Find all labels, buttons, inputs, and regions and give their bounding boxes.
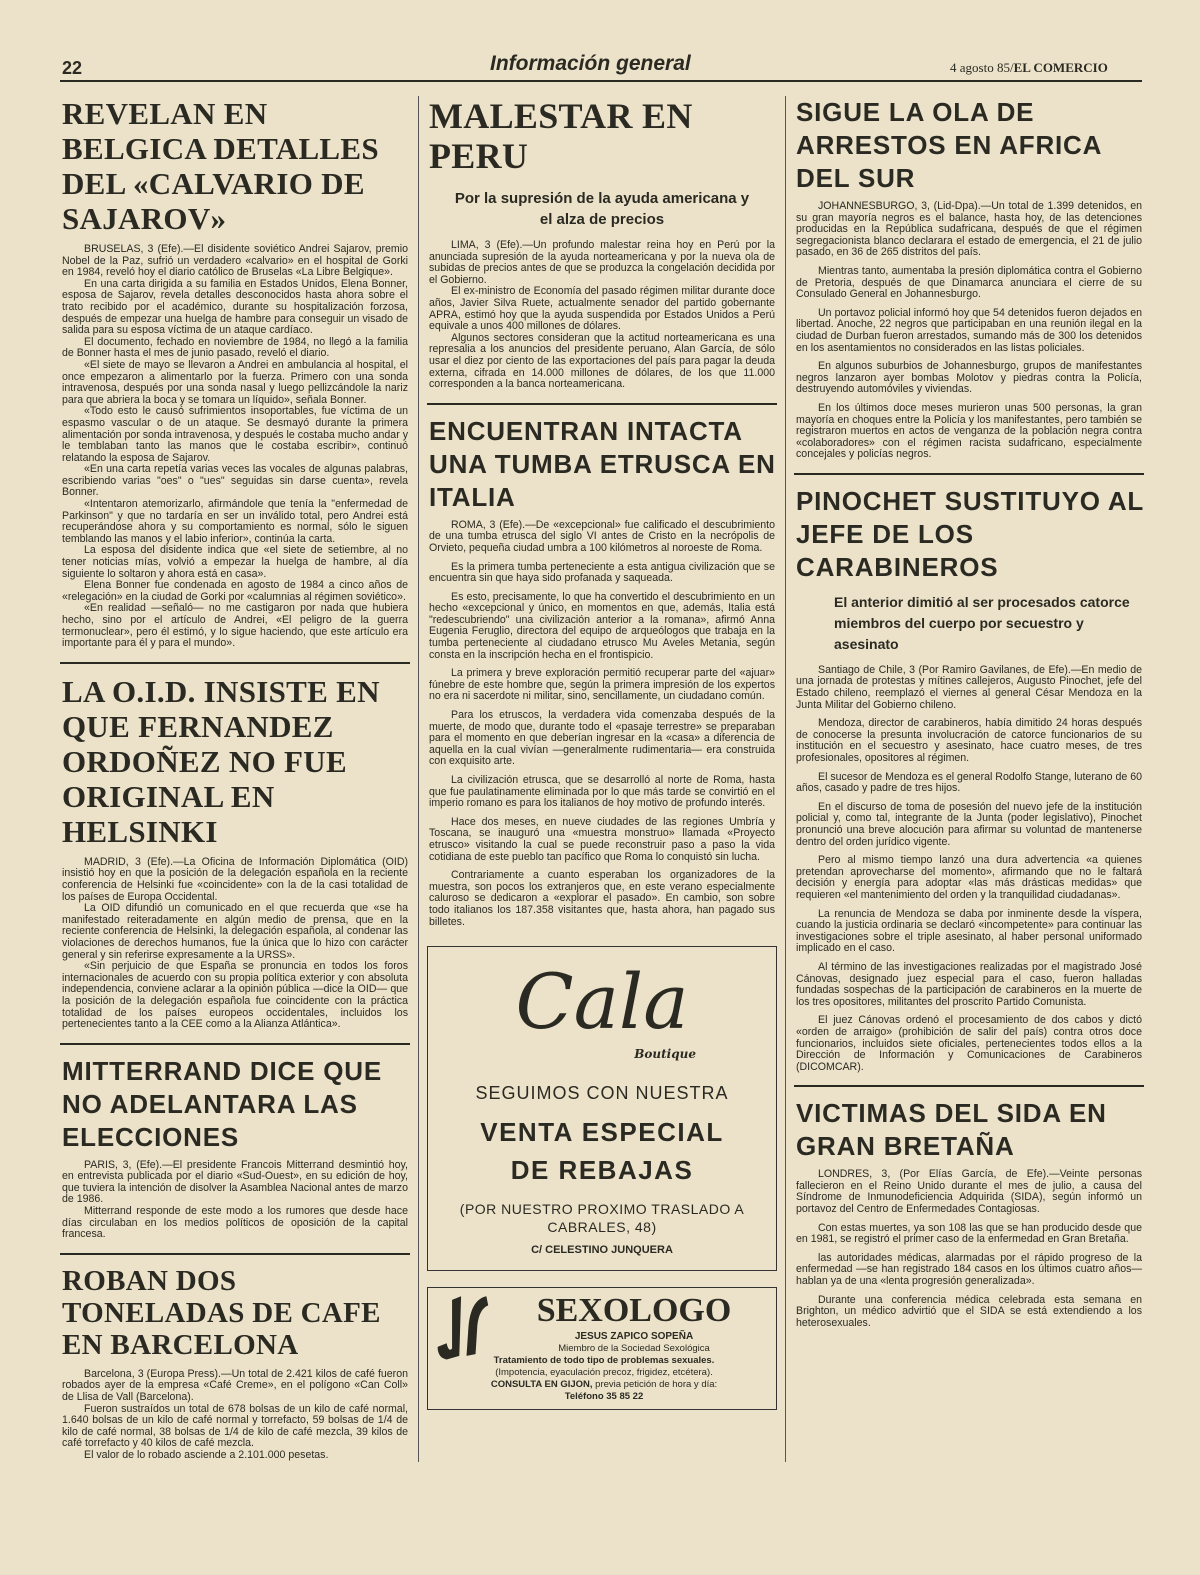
headline-mitterrand: MITTERRAND DICE QUE NO ADELANTARA LAS ELECCIONES: [62, 1055, 382, 1152]
paragraph: Al término de las investigaciones realizadas por el magistrado José Cánovas, designado juez especial para el caso, fueron halladas fundadas sospechas de la participación de carabineros en la muerte de los tres opositores, militantes del proscrito Partido Comunista.: [796, 960, 1142, 1008]
paragraph: Mitterrand responde de este modo a los rumores que desde hace días circulaban en los medios políticos de oposición de la capital francesa.: [62, 1205, 408, 1241]
ad-cala-boutique: [427, 946, 777, 1271]
headline-peru: MALESTAR EN PERU: [429, 96, 693, 176]
headline-sajarov: REVELAN EN BELGICA DETALLES DEL «CALVARIO DE SAJAROV»: [62, 96, 379, 236]
ad-line: VENTA ESPECIAL: [480, 1117, 724, 1148]
paragraph: BRUSELAS, 3 (Efe).—El disidente soviético Andrei Sajarov, premio Nobel de la Paz, sufrió un verdadero «calvario» en el hospital de Gorki en 1984, reveló hoy el diario católico de Bruselas «La Libre Belgique».: [62, 243, 408, 279]
paragraph: Es esto, precisamente, lo que ha convertido el descubrimiento en un hecho «excepcional y único, en momentos en que, además, Italia está "redescubriendo" una civilización anterior a la romana», afirmó Anna Eugenia Feruglio, directora del equipo de arqueólogos que trabaja en la tumba perteneciente al ciudadano etrusco Mu Aveles Metania, según consta en la inscripción hecha en el frontispicio.: [429, 590, 775, 661]
paragraph: Con estas muertes, ya son 108 las que se han producido desde que en 1981, se registró el primer caso de la enfermedad en Gran Bretaña.: [796, 1221, 1142, 1246]
subtitle-pinochet: El anterior dimitió al ser procesados catorce miembros del cuerpo por secuestro y asesinato: [834, 593, 1130, 652]
article-mitterrand: [60, 1160, 410, 1241]
paragraph: En los últimos doce meses murieron unas 500 personas, la gran mayoría en choques entre la Policía y los manifestantes, pero también se registraron muertos en actos de venganza de la población negra contra «colaboradores» con el régimen racista sudafricano, especialmente concejales y policías negros.: [796, 401, 1142, 461]
dateline: [950, 60, 1108, 76]
treatment: Tratamiento de todo tipo de problemas sexuales.: [493, 1355, 715, 1367]
column-middle: [427, 96, 777, 1462]
paragraph: Algunos sectores consideran que la actitud norteamericana es una represalia a los anuncios del presidente peruano, Alan García, de sólo usar el diez por ciento de las exportaciones del país para pagar la deuda externa, cifrada en 14.000 millones de dólares, de los que 11.000 corresponden a la banca norteamericana.: [429, 331, 775, 391]
doctor-name: JESUS ZAPICO SOPEÑA: [574, 1331, 694, 1343]
paragraph: «En realidad —señaló— no me castigaron por nada que hubiera hecho, sino por el artículo de Andrei, «El peligro de la guerra termonuclear», pero él estimó, y lo sigue haciendo, que este artículo era importante para él y para el mundo».: [62, 602, 408, 650]
paragraph: Un portavoz policial informó hoy que 54 detenidos fueron dejados en libertad. Anoche, 22 negros que participaban en una reunión ilegal en la ciudad de Durban fueron arrestados, sumando más de 300 los detenidos en los asentamientos no considerados en las listas policiales.: [796, 306, 1142, 354]
ad-line: DE REBAJAS: [510, 1155, 694, 1186]
paragraph: LIMA, 3 (Efe).—Un profundo malestar reina hoy en Perú por la anunciada supresión de la ayuda norteamericana y por la nueva ola de subidas de precios antes de que se produzca la congelación decidida por el Gobierno.: [429, 239, 775, 286]
paragraph: En algunos suburbios de Johannesburgo, grupos de manifestantes negros lanzaron ayer bombas Molotov y piedras contra la Policía, destruyendo automóviles y viviendas.: [796, 360, 1142, 396]
article-pinochet: [794, 665, 1144, 1073]
cala-logo: Cala: [515, 957, 689, 1047]
masthead: [0, 0, 1200, 84]
paragraph: «En una carta repetía varias veces las vocales de algunas palabras, escribiendo varias "oes" o "ues" seguidas sin darse cuenta», revela Bonner.: [62, 463, 408, 499]
ss-logo-icon: [434, 1292, 490, 1362]
paragraph: PARIS, 3, (Efe).—El presidente Francois Mitterrand desmintió hoy, en entrevista publicada por el diario «Sud-Ouest», en su edición de hoy, que tuviera la intención de disolver la Asamblea Nacional antes de marzo de 1986.: [62, 1158, 408, 1206]
paragraph: La civilización etrusca, que se desarrolló al norte de Roma, hasta que fue paulatinamente eliminada por lo que más tarde se convirtió en el imperio romano es para los italianos de hoy motivo de profundo interés.: [429, 774, 775, 810]
paragraph: En el discurso de toma de posesión del nuevo jefe de la institución policial y, como tal, integrante de la Junta (poder legislativo), Pinochet pronunció una breve alocución para afirmar su voluntad de mantenerse dentro del orden jurídico vigente.: [796, 800, 1142, 848]
paragraph: La OID difundió un comunicado en el que recuerda que «se ha manifestado reiteradamente en algún medio de prensa, que en la reciente conferencia de Helsinki, la delegación española, al condenar las violaciones de derechos humanos, fue la única que lo hizo con carácter general y sin referirse expresamente a la URSS».: [62, 902, 408, 961]
paragraph: LONDRES, 3, (Por Elías García, de Efe).—Veinte personas fallecieron en el Reino Unido durante el mes de julio, a causa del Síndrome de Inmunodeficiencia Adquirida (SIDA), según informó un portavoz del Centro de Enfermedades Contagiosas.: [796, 1168, 1142, 1216]
paragraph: Santiago de Chile, 3 (Por Ramiro Gavilanes, de Efe).—En medio de una jornada de protestas y mítines callejeros, Augusto Pinochet, jefe del Estado chileno, reemplazó el viernes al general César Mendoza en la Junta Militar del Gobierno chileno.: [796, 663, 1142, 711]
headline-cafe: ROBAN DOS TONELADAS DE CAFE EN BARCELONA: [62, 1264, 381, 1361]
paragraph: «Sin perjuicio de que España se pronuncia en todos los foros internacionales de acuerdo con su propia política exterior y con absoluta independencia, conviene aclarar a la opinión pública —dice la OID— que la posición de la delegación española fue coincidente con la práctica totalidad de los países europeos occidentales, incluidos los pertenecientes tanto a la CEE como a la Alianza Atlántica».: [62, 960, 408, 1031]
paragraph: El juez Cánovas ordenó el procesamiento de dos cabos y dictó «orden de arraigo» (prohibición de salir del país) contra otros doce funcionarios, incluidos siete oficiales, pertenecientes todos ellos a la Dirección de Información y Comunicaciones de Carabineros (DICOMCAR).: [796, 1014, 1142, 1073]
paragraph: «El siete de mayo se llevaron a Andrei en ambulancia al hospital, el once empezaron a alimentarlo por la fuerza. Primero con una sonda intravenosa, después por una sonda nasal y luego pellizcándole la nariz para que abriera la boca y se tomara un líquido», señala Bonner.: [62, 358, 408, 406]
paragraph: En una carta dirigida a su familia en Estados Unidos, Elena Bonner, esposa de Sajarov, revela detalles desconocidos hasta ahora sobre el trato recibido por el académico, durante su hospitalización forzosa, después de empezar una huelga de hambre para conseguir un visado de salida para su esposa víctima de un ataque cardíaco.: [62, 277, 408, 337]
article-cafe: [60, 1369, 410, 1462]
article-peru: [427, 240, 777, 391]
paragraph: El valor de lo robado asciende a 2.101.000 pesetas.: [84, 1449, 329, 1461]
page-number: 22: [62, 58, 83, 78]
boutique-label: Boutique: [634, 1047, 696, 1062]
headline-sida: VICTIMAS DEL SIDA EN GRAN BRETAÑA: [796, 1098, 1107, 1162]
membership: Miembro de la Sociedad Sexológica: [558, 1343, 710, 1355]
divider: [794, 1085, 1144, 1087]
column-right: [794, 96, 1144, 1462]
consult-text: previa petición de hora y día:: [592, 1379, 718, 1391]
paragraph: MADRID, 3 (Efe).—La Oficina de Información Diplomática (OID) insistió hoy en que la posición de la delegación española en la reciente conferencia de Helsinki fue «coincidente» con la de la casi totalidad de los países de Europa Occidental.: [62, 855, 408, 903]
paragraph: Mendoza, director de carabineros, había dimitido 24 horas después de conocerse la presunta involucración de catorce funcionarios de su institución en el secuestro y asesinato, hace cuatro meses, de tres profesionales, opositores al régimen.: [796, 717, 1142, 765]
divider: [794, 473, 1144, 475]
headline-pinochet: PINOCHET SUSTITUYO AL JEFE DE LOS CARABINEROS: [796, 485, 1144, 582]
paper-name: EL COMERCIO: [1013, 60, 1108, 75]
divider: [60, 1043, 410, 1045]
paragraph: Pero al mismo tiempo lanzó una dura advertencia «a quienes pretendan aprovecharse del momento», afirmando que no le faltará decisión y energía para adoptar «las más drásticas medidas» que requieren «el mantenimiento del orden y la tranquilidad ciudadanas».: [796, 854, 1142, 901]
paragraph: La primera y breve exploración permitió recuperar parte del «ajuar» fúnebre de este hombre que, según la primera impresión de los expertos no era ni sacerdote ni militar, sino, sencillamente, un ciudadano común.: [429, 667, 775, 703]
paragraph: Para los etruscos, la verdadera vida comenzaba después de la muerte, de modo que, durante todo el «pasaje terrestre» se preparaban para el momento en que deberían ingresar en la «casa» a diferencia de aquella en la cual vivían —generalmente rudimentaria— era construida con exquisito arte.: [429, 709, 775, 768]
article-sida: [794, 1169, 1144, 1329]
divider: [427, 403, 777, 405]
header-rule: [60, 80, 1142, 82]
ad-line: C/ CELESTINO JUNQUERA: [531, 1244, 673, 1257]
paragraph: Elena Bonner fue condenada en agosto de 1984 a cinco años de «relegación» en la ciudad de Gorki por «calumnias al régimen soviético».: [62, 579, 408, 603]
paragraph: El sucesor de Mendoza es el general Rodolfo Stange, luterano de 60 años, casado y padre de tres hijos.: [796, 770, 1142, 795]
divider: [60, 1253, 410, 1255]
paragraph: Fueron sustraídos un total de 678 bolsas de un kilo de café normal, 1.640 bolsas de un kilo de café normal y torrefacto, 59 bolsas de 1/4 de kilo de café normal, 38 bolsas de 1/4 de kilo de café mezcla, 39 kilos de café torrefacto y 40 kilos de café mezcla.: [62, 1402, 408, 1450]
paragraph: Hace dos meses, en nueve ciudades de las regiones Umbría y Toscana, se inauguró una «muestra monstruo» llamada «Proyecto etrusco» visitando la cual se puede reconstruir paso a paso la vida cotidiana de este pueblo tan pacífico que Roma lo conquistó sin lucha.: [429, 815, 775, 863]
ad-sexologo: [427, 1287, 777, 1410]
phone: Teléfono 35 85 22: [564, 1391, 644, 1403]
consult-line: [432, 1379, 776, 1391]
headline-etrusca: ENCUENTRAN INTACTA UNA TUMBA ETRUSCA EN ITALIA: [429, 415, 776, 512]
column-left: [60, 96, 410, 1462]
paragraph: La renuncia de Mendoza se daba por inminente desde la víspera, cuando la justicia ordinaria se declaró «incompetente» para continuar las investigaciones sobre el triple asesinato, al haber personal uniformado implicado en el caso.: [796, 907, 1142, 955]
paragraph: Barcelona, 3 (Europa Press).—Un total de 2.421 kilos de café fueron robados ayer de la empresa «Café Creme», en el polígono «Can Coll» de Llisa de Vall (Barcelona).: [62, 1367, 408, 1404]
paragraph: Mientras tanto, aumentaba la presión diplomática contra el Gobierno de Pretoria, después de que Dinamarca anunciara el cierre de su Consulado General en Johannesburgo.: [796, 264, 1142, 301]
columns: [60, 96, 1144, 1462]
paragraph: las autoridades médicas, alarmadas por el rápido progreso de la enfermedad —se han registrado 184 casos en los últimos cuatro años— hablan ya de una «lenta progresión generalizada».: [796, 1251, 1142, 1288]
article-oid: [60, 857, 410, 1031]
divider: [60, 662, 410, 664]
article-sajarov: [60, 244, 410, 650]
sexologo-title: SEXOLOGO: [536, 1292, 732, 1330]
paragraph: La esposa del disidente indica que «el siete de setiembre, al no tener noticias mías, volvió a empezar la huelga de hambre, al día siguiente lo soltaron y ahora está en casa».: [62, 544, 408, 580]
ad-line: SEGUIMOS CON NUESTRA: [475, 1083, 729, 1104]
paragraph: ROMA, 3 (Efe).—De «excepcional» fue calificado el descubrimiento de una tumba etrusca del siglo VI antes de Cristo en la necrópolis de Orvieto, pequeña ciudad umbra a 100 kilómetros al noroeste de Roma.: [429, 518, 775, 554]
article-etrusca: [427, 520, 777, 928]
treatment-detail: (Impotencia, eyaculación precoz, frigidez, etcétera).: [495, 1367, 713, 1379]
paragraph: JOHANNESBURGO, 3, (Lid-Dpa).—Un total de 1.399 detenidos, en su gran mayoría negros es el balance, hasta hoy, de las detenciones producidas en la República sudafricana, después de que el régimen segregacionista blanco declarara el estado de emergencia, el 21 de julio pasado, en 36 de 265 distritos del país.: [796, 200, 1142, 259]
subtitle-peru: Por la supresión de la ayuda americana y el alza de precios: [454, 190, 750, 228]
consult-city: CONSULTA EN GIJON,: [490, 1379, 593, 1391]
date: 4 agosto 85/: [950, 60, 1014, 75]
article-sudafrica: [794, 201, 1144, 461]
paragraph: Contrariamente a cuanto esperaban los organizadores de la muestra, son pocos los extranjeros que, en este verano especialmente caluroso se dedicaron a «explorar el pasado». En cambio, son sobre todo italianos los 187.358 visitantes que, hasta ahora, han pagado sus billetes.: [429, 869, 775, 928]
paragraph: El documento, fechado en noviembre de 1984, no llegó a la familia de Bonner hasta el mes de junio pasado, reveló el diario.: [62, 335, 408, 360]
paragraph: Es la primera tumba perteneciente a esta antigua civilización que se encuentra sin que haya sido profanada y saqueada.: [429, 560, 775, 585]
paragraph: «Todo esto le causó sufrimientos insoportables, fue víctima de un espasmo vascular o de un ataque. Se desmayó durante la primera alimentación por sonda intravenosa, y después le costaba mucho andar y le temblaban tanto las manos que le costaba escribir», continuó relatando la esposa de Sajarov.: [62, 405, 408, 464]
section-title: Información general: [490, 52, 691, 75]
paragraph: Durante una conferencia médica celebrada esta semana en Brighton, un médico advirtió que el SIDA se está extendiendo a los heterosexuales.: [796, 1293, 1142, 1329]
paragraph: «Intentaron atemorizarlo, afirmándole que tenía la "enfermedad de Parkinson" y que no tardaría en ser un inválido total, pero Andrei está recuperándose ahora y su comportamiento es normal, sólo le siguen temblando las manos y el labio inferior», continúa la carta.: [62, 498, 408, 545]
ad-line: (POR NUESTRO PROXIMO TRASLADO A CABRALES, 48): [459, 1201, 745, 1236]
paragraph: El ex-ministro de Economía del pasado régimen militar durante doce años, Javier Silva Ruete, actualmente senador del partido gobernante APRA, estimó hoy que la ayuda suspendida por Estados Unidos a Perú equivale a unos 400 millones de dólares.: [429, 285, 775, 333]
headline-oid: LA O.I.D. INSISTE EN QUE FERNANDEZ ORDOÑEZ NO FUE ORIGINAL EN HELSINKI: [62, 673, 380, 849]
headline-sudafrica: SIGUE LA OLA DE ARRESTOS EN AFRICA DEL SUR: [796, 97, 1102, 193]
